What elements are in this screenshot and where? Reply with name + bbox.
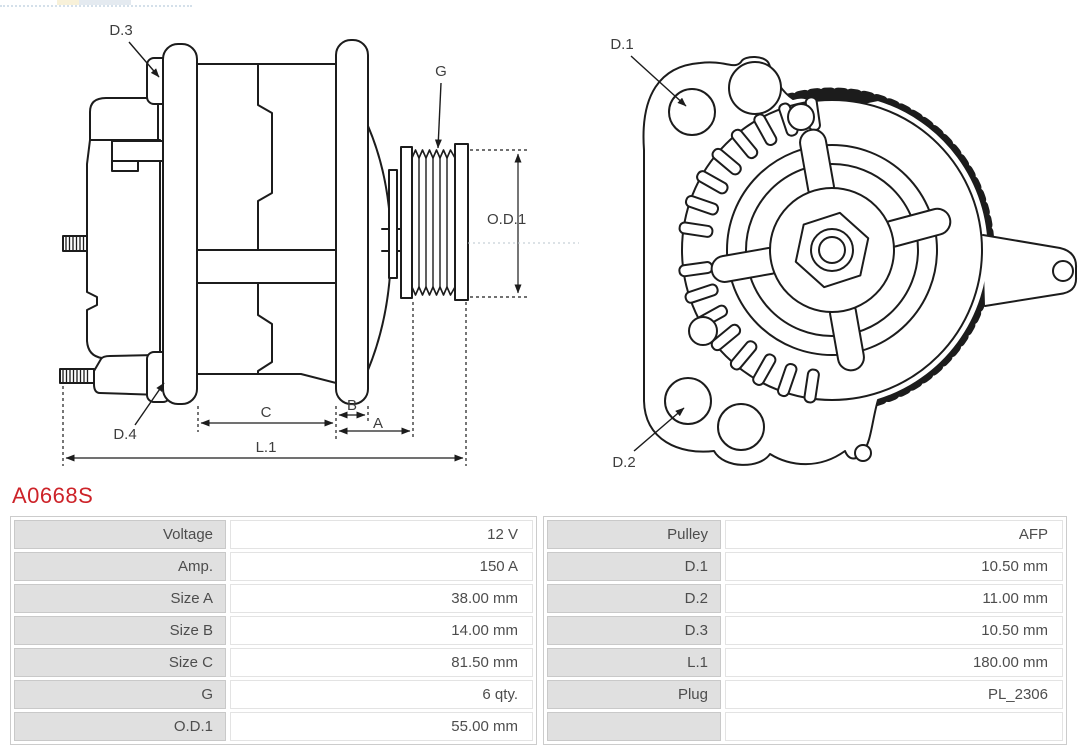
spec-label — [547, 712, 721, 741]
small-hole-bottom — [855, 445, 871, 461]
label-l1: L.1 — [255, 439, 277, 456]
table-row — [547, 616, 1063, 645]
spec-value: 55.00 mm — [230, 712, 533, 741]
spec-value: PL_2306 — [725, 680, 1063, 709]
stator-upper — [197, 64, 340, 250]
spec-value — [725, 712, 1063, 741]
table-row — [14, 712, 533, 741]
shaft-bore — [819, 237, 845, 263]
label-d4: D.4 — [113, 426, 137, 443]
spec-label: D.2 — [547, 584, 721, 613]
small-hole-top — [788, 104, 814, 130]
label-d3: D.3 — [109, 22, 133, 39]
pulley-flange-right — [455, 144, 468, 300]
spec-value: 81.50 mm — [230, 648, 533, 677]
spec-value: 6 qty. — [230, 680, 533, 709]
table-row — [14, 680, 533, 709]
spec-label: L.1 — [547, 648, 721, 677]
label-d2: D.2 — [612, 454, 636, 471]
mounting-hole-d2 — [665, 378, 711, 424]
table-row — [547, 680, 1063, 709]
spec-label: D.3 — [547, 616, 721, 645]
table-row — [14, 520, 533, 549]
table-row — [14, 584, 533, 613]
spec-label: Plug — [547, 680, 721, 709]
spec-label: Size B — [14, 616, 226, 645]
spec-label: G — [14, 680, 226, 709]
table-row — [547, 648, 1063, 677]
rear-housing — [87, 140, 160, 358]
spec-table-right — [543, 516, 1067, 745]
bottom-hole — [718, 404, 764, 450]
spec-label: Size A — [14, 584, 226, 613]
connector-slot-small — [112, 161, 138, 171]
table-row — [547, 712, 1063, 741]
shaft-spacer — [389, 170, 397, 278]
spec-value: AFP — [725, 520, 1063, 549]
pulley-side — [401, 144, 468, 300]
rear-cover — [90, 98, 158, 140]
connector-slot — [112, 141, 164, 161]
part-number: A0668S — [12, 483, 94, 508]
pulley-flange-left — [401, 147, 412, 298]
spec-label: O.D.1 — [14, 712, 226, 741]
table-row — [547, 520, 1063, 549]
top-hole — [729, 62, 781, 114]
right-ear-hole — [1053, 261, 1073, 281]
side-view-drawing — [60, 40, 468, 404]
rear-bracket-flange — [163, 44, 197, 404]
front-housing-curve — [368, 126, 391, 370]
stator-lower — [197, 283, 340, 384]
label-od1: O.D.1 — [487, 211, 527, 228]
spec-label: Size C — [14, 648, 226, 677]
table-row — [547, 584, 1063, 613]
spec-value: 38.00 mm — [230, 584, 533, 613]
label-b: B — [346, 397, 358, 414]
spec-label: D.1 — [547, 552, 721, 581]
spec-label: Pulley — [547, 520, 721, 549]
spec-label: Voltage — [14, 520, 226, 549]
front-bracket — [336, 40, 368, 404]
spec-value: 150 A — [230, 552, 533, 581]
front-view-drawing — [643, 57, 1076, 465]
label-g: G — [435, 63, 447, 80]
spec-value: 180.00 mm — [725, 648, 1063, 677]
label-c: C — [260, 404, 272, 421]
label-a: A — [372, 415, 384, 432]
spec-label: Amp. — [14, 552, 226, 581]
table-row — [14, 552, 533, 581]
g-arrow — [438, 83, 441, 148]
small-hole-left — [689, 317, 717, 345]
table-row — [14, 648, 533, 677]
spec-value: 14.00 mm — [230, 616, 533, 645]
spec-value: 12 V — [230, 520, 533, 549]
table-row — [547, 552, 1063, 581]
table-row — [14, 616, 533, 645]
spec-value: 10.50 mm — [725, 552, 1063, 581]
spec-table-left — [10, 516, 537, 745]
spec-value: 11.00 mm — [725, 584, 1063, 613]
label-d1: D.1 — [610, 36, 634, 53]
spec-value: 10.50 mm — [725, 616, 1063, 645]
